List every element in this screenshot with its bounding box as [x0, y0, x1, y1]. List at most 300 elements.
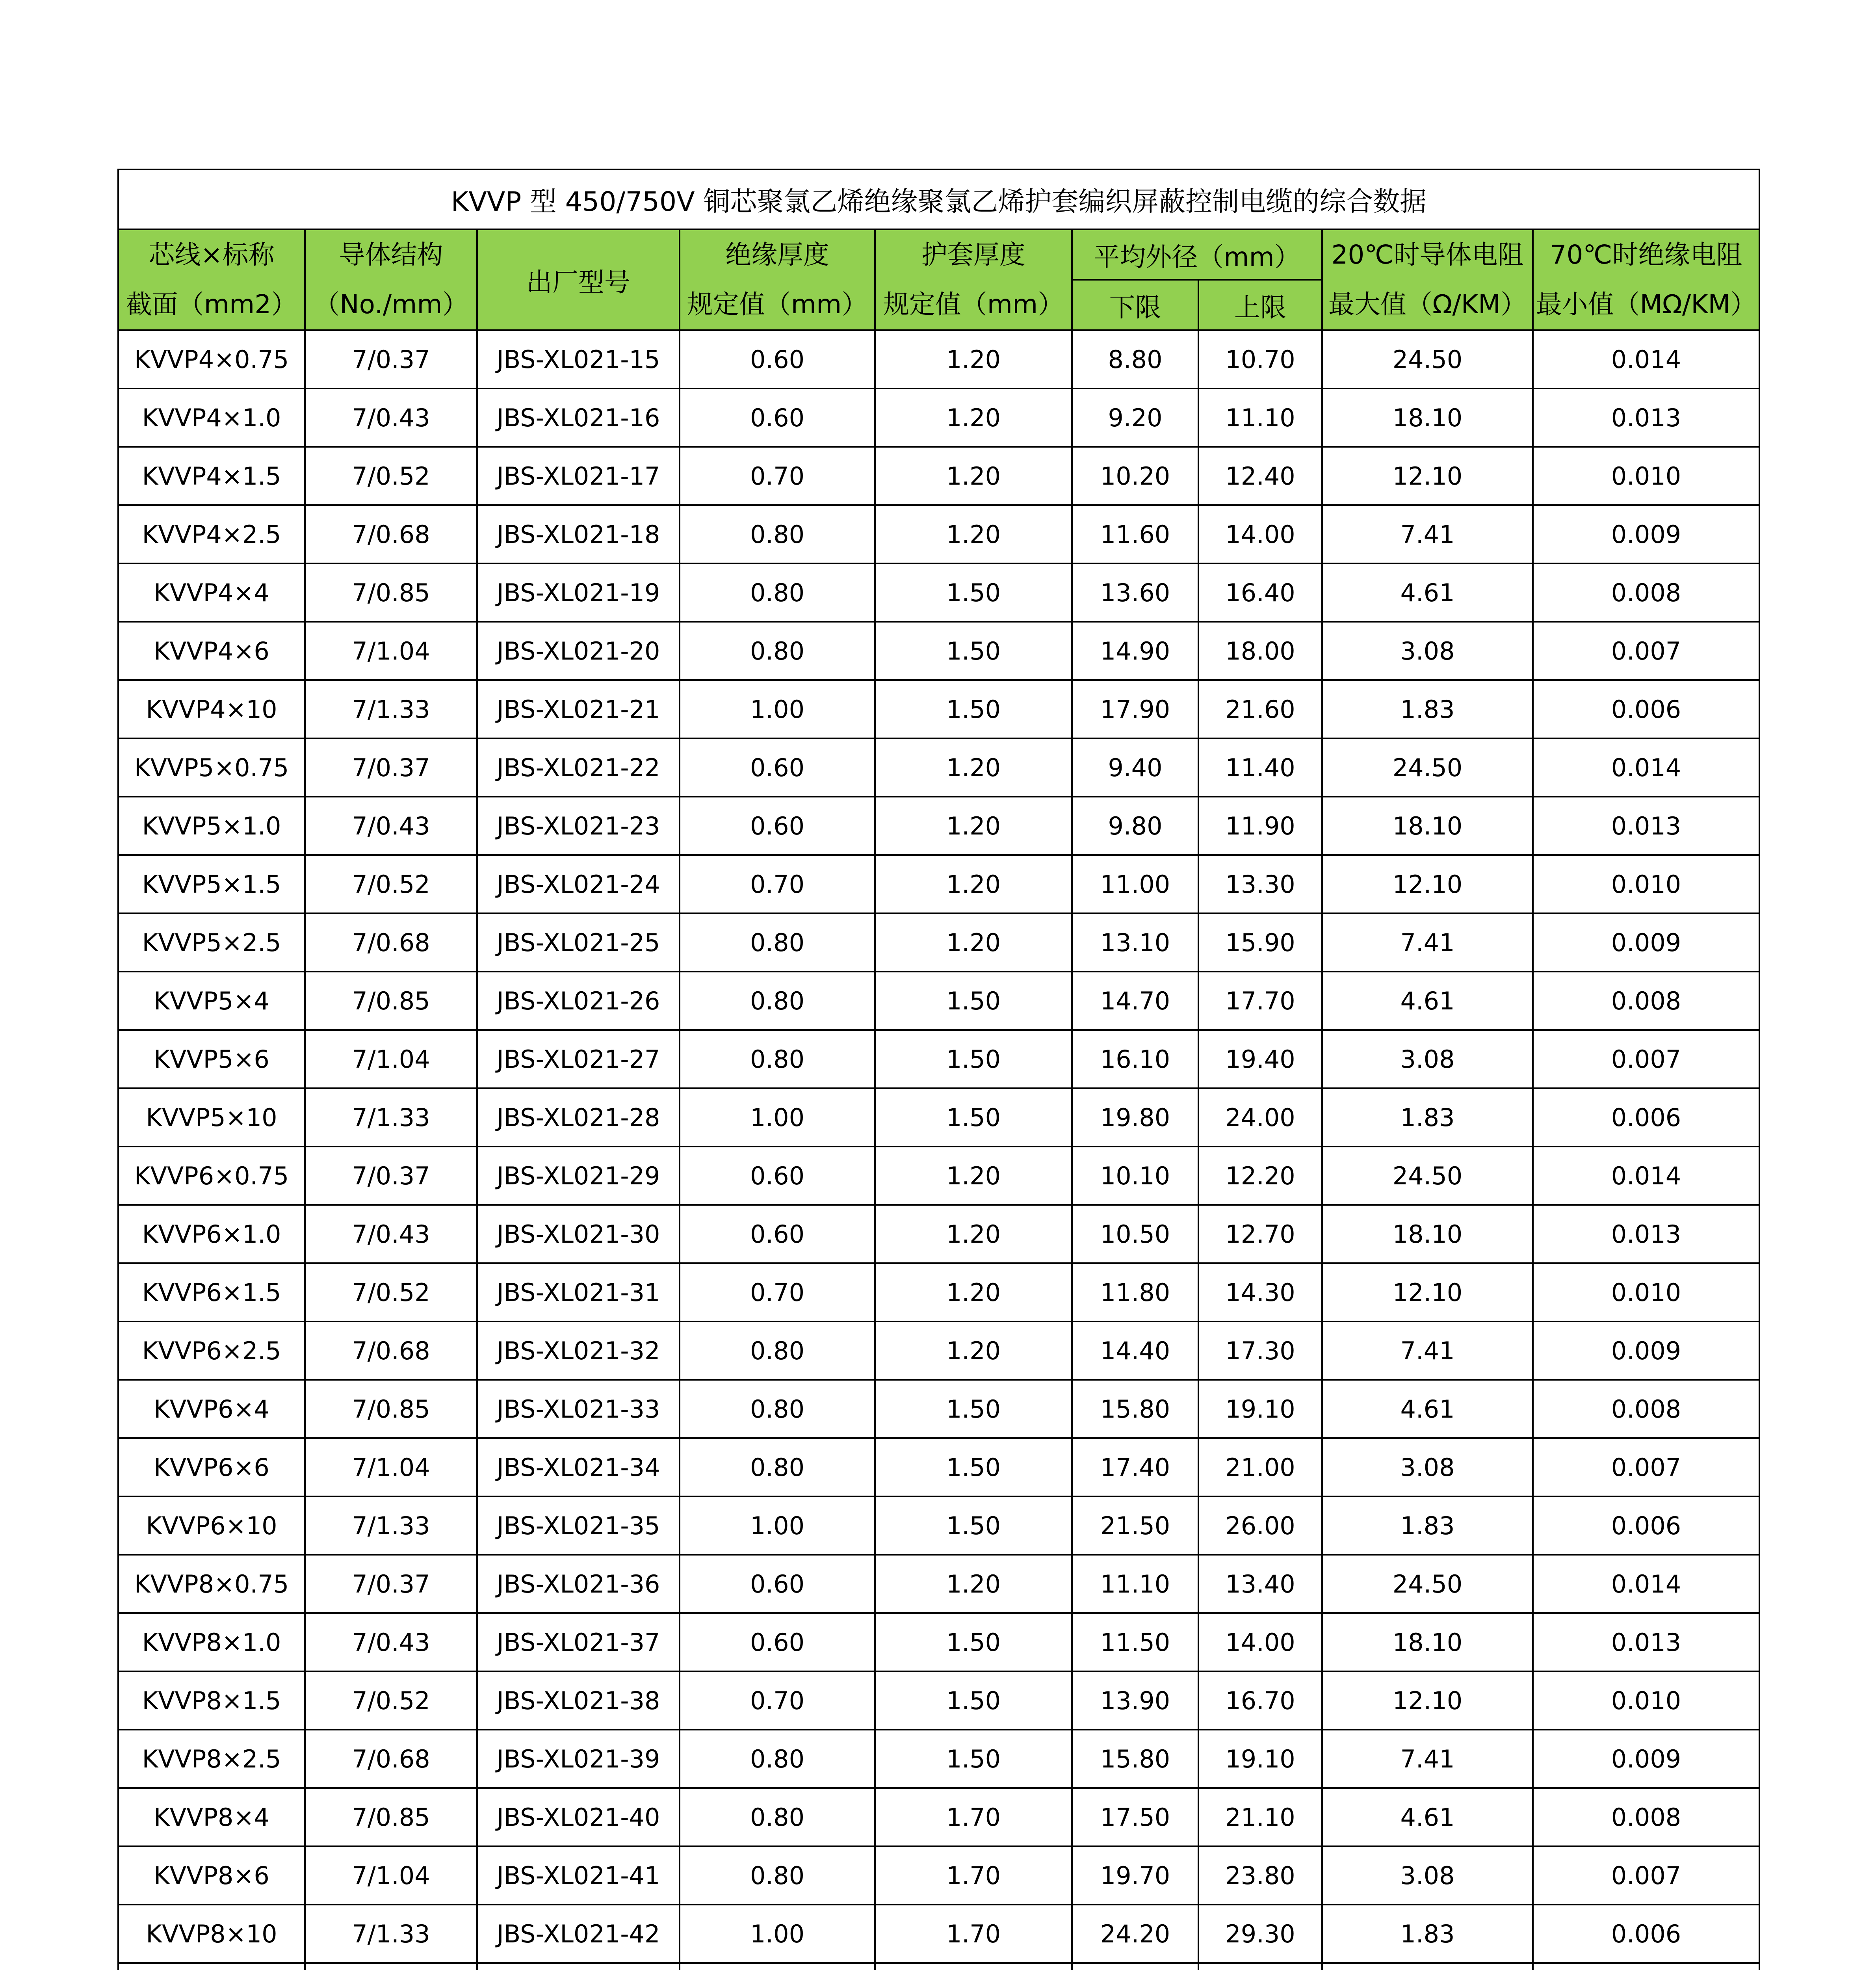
cell-insulation: 0.70 — [680, 1263, 875, 1321]
cell-conductor-resistance: 1.83 — [1322, 1088, 1533, 1147]
cell-conductor-resistance: 12.10 — [1322, 1671, 1533, 1730]
cell-od-upper: 14.00 — [1198, 505, 1322, 563]
cell-structure: 7/0.68 — [305, 1321, 477, 1380]
cell-conductor-resistance: 4.61 — [1322, 1380, 1533, 1438]
cell-od-lower: 13.90 — [1072, 1671, 1198, 1730]
cell-section: KVVP8×4 — [118, 1788, 305, 1846]
cell-sheath: 1.50 — [875, 680, 1072, 738]
cell-insulation: 0.80 — [680, 1380, 875, 1438]
header-resistance-line2: 最大值（Ω/KM） — [1328, 289, 1527, 320]
header-structure-line2: （No./mm） — [314, 289, 468, 320]
cell-od-lower: 11.60 — [1072, 505, 1198, 563]
cell-section: KVVP8×2.5 — [118, 1730, 305, 1788]
title-row — [118, 169, 1759, 229]
table-row — [118, 1088, 1759, 1147]
cell-od-lower: 15.80 — [1072, 1380, 1198, 1438]
cell-structure: 7/0.52 — [305, 447, 477, 505]
cell-structure: 7/0.37 — [305, 1555, 477, 1613]
cell-od-upper: 13.30 — [1198, 855, 1322, 913]
table-row — [118, 1730, 1759, 1788]
header-sheath-line2: 规定值（mm） — [883, 289, 1064, 320]
cell-conductor-resistance: 24.50 — [1322, 1555, 1533, 1613]
cell-od-lower: 11.00 — [1072, 855, 1198, 913]
table-row — [118, 1963, 1759, 1970]
cell-sheath: 1.70 — [875, 1905, 1072, 1963]
cell-section: KVVP5×4 — [118, 972, 305, 1030]
cell-model: JBS-XL021-20 — [477, 622, 680, 680]
cell-insulation-resistance: 0.014 — [1533, 1147, 1759, 1205]
cell-model: JBS-XL021-28 — [477, 1088, 680, 1147]
cell-section: KVVP6×6 — [118, 1438, 305, 1496]
cell-insulation: 1.00 — [680, 1905, 875, 1963]
cell-structure: 7/0.43 — [305, 797, 477, 855]
header-od-lower: 下限 — [1072, 280, 1198, 330]
cell-od-upper — [1198, 1963, 1322, 1970]
header-conductor-resistance — [1322, 229, 1533, 330]
cell-conductor-resistance: 1.83 — [1322, 680, 1533, 738]
cell-section: KVVP5×1.0 — [118, 797, 305, 855]
header-insulation-resistance — [1533, 229, 1759, 330]
cable-data-table — [117, 169, 1760, 1970]
cell-insulation-resistance: 0.009 — [1533, 913, 1759, 972]
cell-conductor-resistance: 18.10 — [1322, 1613, 1533, 1671]
cell-od-lower: 17.50 — [1072, 1788, 1198, 1846]
cell-od-lower: 16.10 — [1072, 1030, 1198, 1088]
cell-od-lower: 14.40 — [1072, 1321, 1198, 1380]
cell-conductor-resistance: 12.10 — [1322, 447, 1533, 505]
cell-section: KVVP4×10 — [118, 680, 305, 738]
table-row — [118, 680, 1759, 738]
cell-insulation: 0.60 — [680, 1555, 875, 1613]
cell-insulation: 0.80 — [680, 622, 875, 680]
cell-insulation — [680, 1963, 875, 1970]
table-row — [118, 505, 1759, 563]
header-model: 出厂型号 — [477, 229, 680, 330]
cell-structure: 7/0.85 — [305, 1380, 477, 1438]
cell-section: KVVP8×6 — [118, 1846, 305, 1905]
cell-od-lower: 19.80 — [1072, 1088, 1198, 1147]
cell-section: KVVP5×0.75 — [118, 738, 305, 797]
cell-model: JBS-XL021-17 — [477, 447, 680, 505]
cell-insulation: 0.60 — [680, 1205, 875, 1263]
cell-sheath: 1.50 — [875, 1088, 1072, 1147]
cell-model: JBS-XL021-27 — [477, 1030, 680, 1088]
cell-insulation-resistance: 0.009 — [1533, 1321, 1759, 1380]
cell-od-upper: 10.70 — [1198, 330, 1322, 388]
header-section-line2: 截面（mm2） — [126, 289, 297, 320]
cell-section: KVVP4×6 — [118, 622, 305, 680]
header-outer-diameter: 平均外径（mm） — [1072, 229, 1322, 280]
cell-structure: 7/1.04 — [305, 622, 477, 680]
cell-od-upper: 23.80 — [1198, 1846, 1322, 1905]
cell-od-lower: 13.10 — [1072, 913, 1198, 972]
cell-section: KVVP4×4 — [118, 563, 305, 622]
cell-conductor-resistance: 3.08 — [1322, 1846, 1533, 1905]
cell-od-lower: 9.80 — [1072, 797, 1198, 855]
cell-insulation: 0.80 — [680, 1788, 875, 1846]
table-row — [118, 1030, 1759, 1088]
cell-model: JBS-XL021-16 — [477, 388, 680, 447]
cell-od-lower: 24.20 — [1072, 1905, 1198, 1963]
cell-structure: 7/0.37 — [305, 738, 477, 797]
table-row — [118, 1555, 1759, 1613]
cell-conductor-resistance: 4.61 — [1322, 563, 1533, 622]
cell-section: KVVP8×10 — [118, 1905, 305, 1963]
cell-insulation-resistance: 0.014 — [1533, 330, 1759, 388]
cell-section — [118, 1963, 305, 1970]
header-section-line1: 芯线×标称 — [149, 240, 275, 270]
cell-od-lower: 11.10 — [1072, 1555, 1198, 1613]
cell-insulation: 1.00 — [680, 1496, 875, 1555]
cell-structure: 7/0.37 — [305, 1147, 477, 1205]
cell-od-upper: 21.00 — [1198, 1438, 1322, 1496]
cell-sheath: 1.20 — [875, 447, 1072, 505]
cell-model: JBS-XL021-42 — [477, 1905, 680, 1963]
cell-conductor-resistance: 18.10 — [1322, 797, 1533, 855]
cell-od-lower: 15.80 — [1072, 1730, 1198, 1788]
cell-od-lower: 14.90 — [1072, 622, 1198, 680]
cell-od-upper: 12.70 — [1198, 1205, 1322, 1263]
cell-od-upper: 19.10 — [1198, 1730, 1322, 1788]
cell-insulation: 0.70 — [680, 855, 875, 913]
table-row — [118, 1788, 1759, 1846]
cell-od-lower: 11.50 — [1072, 1613, 1198, 1671]
cell-od-lower — [1072, 1963, 1198, 1970]
cell-sheath: 1.70 — [875, 1788, 1072, 1846]
cell-conductor-resistance: 18.10 — [1322, 1205, 1533, 1263]
cell-model: JBS-XL021-19 — [477, 563, 680, 622]
cell-od-upper: 16.70 — [1198, 1671, 1322, 1730]
cell-sheath: 1.50 — [875, 972, 1072, 1030]
cell-section: KVVP6×2.5 — [118, 1321, 305, 1380]
cell-insulation-resistance: 0.008 — [1533, 1788, 1759, 1846]
cell-od-upper: 12.40 — [1198, 447, 1322, 505]
cell-section: KVVP4×2.5 — [118, 505, 305, 563]
cell-structure: 7/0.52 — [305, 1671, 477, 1730]
cell-od-lower: 14.70 — [1072, 972, 1198, 1030]
cell-insulation-resistance: 0.007 — [1533, 1438, 1759, 1496]
table-title: KVVP 型 450/750V 铜芯聚氯乙烯绝缘聚氯乙烯护套编织屏蔽控制电缆的综合数据 — [118, 169, 1759, 229]
cell-model: JBS-XL021-41 — [477, 1846, 680, 1905]
cell-section: KVVP4×1.5 — [118, 447, 305, 505]
cell-conductor-resistance: 3.08 — [1322, 622, 1533, 680]
cell-model: JBS-XL021-38 — [477, 1671, 680, 1730]
cell-sheath: 1.20 — [875, 505, 1072, 563]
cell-sheath: 1.20 — [875, 1555, 1072, 1613]
header-ins-resistance-line2: 最小值（MΩ/KM） — [1536, 289, 1757, 320]
cell-od-upper: 11.40 — [1198, 738, 1322, 797]
cell-od-upper: 21.10 — [1198, 1788, 1322, 1846]
cell-conductor-resistance: 12.10 — [1322, 1263, 1533, 1321]
cell-sheath: 1.50 — [875, 1613, 1072, 1671]
cell-insulation: 0.80 — [680, 972, 875, 1030]
table-row — [118, 563, 1759, 622]
cell-insulation: 0.60 — [680, 738, 875, 797]
cell-od-upper: 26.00 — [1198, 1496, 1322, 1555]
cell-od-upper: 11.90 — [1198, 797, 1322, 855]
cell-model: JBS-XL021-18 — [477, 505, 680, 563]
cell-structure: 7/0.52 — [305, 855, 477, 913]
cell-sheath: 1.20 — [875, 1321, 1072, 1380]
cell-conductor-resistance: 3.08 — [1322, 1030, 1533, 1088]
header-section — [118, 229, 305, 330]
header-od-upper: 上限 — [1198, 280, 1322, 330]
header-sheath — [875, 229, 1072, 330]
cell-structure: 7/0.37 — [305, 330, 477, 388]
cell-insulation: 1.00 — [680, 1088, 875, 1147]
cell-structure: 7/0.43 — [305, 1613, 477, 1671]
cell-od-lower: 17.40 — [1072, 1438, 1198, 1496]
cell-insulation: 0.80 — [680, 563, 875, 622]
cell-sheath: 1.50 — [875, 1496, 1072, 1555]
cell-sheath: 1.50 — [875, 1730, 1072, 1788]
cell-insulation-resistance: 0.014 — [1533, 738, 1759, 797]
cell-sheath: 1.70 — [875, 1846, 1072, 1905]
cell-conductor-resistance: 7.41 — [1322, 1730, 1533, 1788]
cell-model: JBS-XL021-34 — [477, 1438, 680, 1496]
cell-od-upper: 14.00 — [1198, 1613, 1322, 1671]
table-row — [118, 622, 1759, 680]
cell-structure: 7/0.68 — [305, 505, 477, 563]
cell-conductor-resistance: 12.10 — [1322, 855, 1533, 913]
cell-sheath: 1.50 — [875, 1438, 1072, 1496]
table-row — [118, 388, 1759, 447]
cell-sheath: 1.50 — [875, 1030, 1072, 1088]
cell-insulation-resistance: 0.013 — [1533, 1205, 1759, 1263]
cell-model: JBS-XL021-31 — [477, 1263, 680, 1321]
cell-model: JBS-XL021-30 — [477, 1205, 680, 1263]
table-row — [118, 972, 1759, 1030]
cell-sheath: 1.20 — [875, 855, 1072, 913]
cell-sheath: 1.20 — [875, 1263, 1072, 1321]
header-resistance-line1: 20℃时导体电阻 — [1331, 240, 1524, 270]
cell-conductor-resistance: 7.41 — [1322, 505, 1533, 563]
table-row — [118, 1496, 1759, 1555]
cell-insulation-resistance: 0.006 — [1533, 1496, 1759, 1555]
cell-od-upper: 17.70 — [1198, 972, 1322, 1030]
cell-model: JBS-XL021-35 — [477, 1496, 680, 1555]
cell-insulation-resistance: 0.009 — [1533, 505, 1759, 563]
cell-sheath: 1.20 — [875, 913, 1072, 972]
cell-conductor-resistance: 7.41 — [1322, 913, 1533, 972]
cell-od-upper: 14.30 — [1198, 1263, 1322, 1321]
cell-structure: 7/0.85 — [305, 1788, 477, 1846]
header-row-1 — [118, 229, 1759, 280]
cell-insulation-resistance: 0.007 — [1533, 1846, 1759, 1905]
cell-conductor-resistance: 1.83 — [1322, 1905, 1533, 1963]
cell-od-lower: 11.80 — [1072, 1263, 1198, 1321]
cell-insulation-resistance: 0.013 — [1533, 388, 1759, 447]
cell-sheath: 1.20 — [875, 1205, 1072, 1263]
cell-insulation-resistance: 0.007 — [1533, 1030, 1759, 1088]
cell-sheath: 1.50 — [875, 563, 1072, 622]
cell-insulation-resistance: 0.008 — [1533, 1380, 1759, 1438]
cell-insulation-resistance: 0.010 — [1533, 1263, 1759, 1321]
cell-od-lower: 8.80 — [1072, 330, 1198, 388]
cell-insulation: 0.80 — [680, 913, 875, 972]
cell-od-upper: 18.00 — [1198, 622, 1322, 680]
cell-od-lower: 21.50 — [1072, 1496, 1198, 1555]
cell-insulation: 0.80 — [680, 505, 875, 563]
cell-structure: 7/0.85 — [305, 563, 477, 622]
cell-section: KVVP6×1.0 — [118, 1205, 305, 1263]
cell-od-upper: 15.90 — [1198, 913, 1322, 972]
table-row — [118, 1671, 1759, 1730]
cell-sheath: 1.50 — [875, 622, 1072, 680]
cell-model: JBS-XL021-40 — [477, 1788, 680, 1846]
table-row — [118, 447, 1759, 505]
cell-insulation: 0.80 — [680, 1030, 875, 1088]
cell-od-upper: 12.20 — [1198, 1147, 1322, 1205]
cell-insulation-resistance: 0.013 — [1533, 1613, 1759, 1671]
cell-insulation-resistance: 0.010 — [1533, 1671, 1759, 1730]
cell-sheath: 1.50 — [875, 1380, 1072, 1438]
cell-insulation-resistance — [1533, 1963, 1759, 1970]
header-ins-resistance-line1: 70℃时绝缘电阻 — [1550, 240, 1742, 270]
cell-conductor-resistance: 4.61 — [1322, 972, 1533, 1030]
cell-insulation: 0.60 — [680, 1613, 875, 1671]
table-row — [118, 330, 1759, 388]
cell-model: JBS-XL021-15 — [477, 330, 680, 388]
cell-insulation-resistance: 0.007 — [1533, 622, 1759, 680]
cell-model: JBS-XL021-24 — [477, 855, 680, 913]
cell-od-lower: 13.60 — [1072, 563, 1198, 622]
cell-section: KVVP6×10 — [118, 1496, 305, 1555]
cell-insulation-resistance: 0.006 — [1533, 680, 1759, 738]
cell-section: KVVP8×1.0 — [118, 1613, 305, 1671]
cell-od-lower: 9.20 — [1072, 388, 1198, 447]
table-row — [118, 1905, 1759, 1963]
table-row — [118, 738, 1759, 797]
table-row — [118, 1438, 1759, 1496]
cell-section: KVVP5×1.5 — [118, 855, 305, 913]
cell-sheath: 1.20 — [875, 738, 1072, 797]
cell-sheath: 1.50 — [875, 1671, 1072, 1730]
table-row — [118, 797, 1759, 855]
cell-od-upper: 11.10 — [1198, 388, 1322, 447]
cell-section: KVVP4×0.75 — [118, 330, 305, 388]
table-row — [118, 1147, 1759, 1205]
cell-structure: 7/0.68 — [305, 1730, 477, 1788]
cell-structure: 7/1.33 — [305, 1496, 477, 1555]
cell-section: KVVP8×0.75 — [118, 1555, 305, 1613]
cell-od-upper: 13.40 — [1198, 1555, 1322, 1613]
cell-od-lower: 10.20 — [1072, 447, 1198, 505]
cell-model: JBS-XL021-39 — [477, 1730, 680, 1788]
cell-od-lower: 9.40 — [1072, 738, 1198, 797]
cell-structure: 7/1.04 — [305, 1438, 477, 1496]
cell-structure: 7/1.33 — [305, 1905, 477, 1963]
cell-insulation: 1.00 — [680, 680, 875, 738]
cell-section: KVVP5×2.5 — [118, 913, 305, 972]
header-insulation — [680, 229, 875, 330]
cell-structure: 7/0.52 — [305, 1263, 477, 1321]
cell-structure: 7/0.43 — [305, 1205, 477, 1263]
cell-od-lower: 10.10 — [1072, 1147, 1198, 1205]
cell-od-upper: 29.30 — [1198, 1905, 1322, 1963]
cell-insulation: 0.60 — [680, 797, 875, 855]
cell-insulation: 0.80 — [680, 1730, 875, 1788]
cell-insulation-resistance: 0.010 — [1533, 855, 1759, 913]
cell-od-upper: 24.00 — [1198, 1088, 1322, 1147]
cell-structure: 7/1.04 — [305, 1846, 477, 1905]
cell-od-upper: 16.40 — [1198, 563, 1322, 622]
cell-od-upper: 17.30 — [1198, 1321, 1322, 1380]
table-row — [118, 1613, 1759, 1671]
cell-conductor-resistance: 24.50 — [1322, 1147, 1533, 1205]
cell-structure: 7/0.43 — [305, 388, 477, 447]
cell-od-lower: 17.90 — [1072, 680, 1198, 738]
cell-model: JBS-XL021-25 — [477, 913, 680, 972]
cell-insulation-resistance: 0.010 — [1533, 447, 1759, 505]
cell-model: JBS-XL021-29 — [477, 1147, 680, 1205]
cell-model — [477, 1963, 680, 1970]
header-structure-line1: 导体结构 — [339, 240, 443, 270]
cell-structure — [305, 1963, 477, 1970]
cell-conductor-resistance: 24.50 — [1322, 738, 1533, 797]
header-structure — [305, 229, 477, 330]
cell-model: JBS-XL021-33 — [477, 1380, 680, 1438]
cell-model: JBS-XL021-32 — [477, 1321, 680, 1380]
cell-od-upper: 19.40 — [1198, 1030, 1322, 1088]
cell-od-upper: 21.60 — [1198, 680, 1322, 738]
cell-structure: 7/1.33 — [305, 680, 477, 738]
cell-section: KVVP5×10 — [118, 1088, 305, 1147]
cell-sheath: 1.20 — [875, 1147, 1072, 1205]
cell-structure: 7/1.04 — [305, 1030, 477, 1088]
cell-conductor-resistance: 4.61 — [1322, 1788, 1533, 1846]
table-row — [118, 1263, 1759, 1321]
cell-insulation-resistance: 0.008 — [1533, 972, 1759, 1030]
header-sheath-line1: 护套厚度 — [921, 240, 1025, 270]
table-row — [118, 913, 1759, 972]
cell-structure: 7/1.33 — [305, 1088, 477, 1147]
cell-insulation: 0.70 — [680, 447, 875, 505]
cell-od-lower: 19.70 — [1072, 1846, 1198, 1905]
cell-insulation: 0.60 — [680, 330, 875, 388]
cell-od-upper: 19.10 — [1198, 1380, 1322, 1438]
cell-conductor-resistance — [1322, 1963, 1533, 1970]
cell-sheath: 1.20 — [875, 330, 1072, 388]
cell-insulation: 0.60 — [680, 388, 875, 447]
cell-conductor-resistance: 24.50 — [1322, 330, 1533, 388]
cell-section: KVVP6×4 — [118, 1380, 305, 1438]
cell-model: JBS-XL021-23 — [477, 797, 680, 855]
table-row — [118, 1321, 1759, 1380]
table-row — [118, 1205, 1759, 1263]
cell-conductor-resistance: 18.10 — [1322, 388, 1533, 447]
cell-model: JBS-XL021-26 — [477, 972, 680, 1030]
cell-section: KVVP8×1.5 — [118, 1671, 305, 1730]
cell-model: JBS-XL021-37 — [477, 1613, 680, 1671]
table-body — [118, 330, 1759, 1970]
cell-insulation-resistance: 0.006 — [1533, 1088, 1759, 1147]
cell-insulation: 0.80 — [680, 1846, 875, 1905]
cell-conductor-resistance: 3.08 — [1322, 1438, 1533, 1496]
cell-section: KVVP5×6 — [118, 1030, 305, 1088]
cell-insulation-resistance: 0.013 — [1533, 797, 1759, 855]
cell-conductor-resistance: 1.83 — [1322, 1496, 1533, 1555]
cell-insulation-resistance: 0.006 — [1533, 1905, 1759, 1963]
cell-sheath: 1.20 — [875, 797, 1072, 855]
table-row — [118, 1846, 1759, 1905]
cell-model: JBS-XL021-22 — [477, 738, 680, 797]
cell-section: KVVP4×1.0 — [118, 388, 305, 447]
cell-conductor-resistance: 7.41 — [1322, 1321, 1533, 1380]
cell-structure: 7/0.85 — [305, 972, 477, 1030]
table-row — [118, 855, 1759, 913]
cell-insulation: 0.60 — [680, 1147, 875, 1205]
